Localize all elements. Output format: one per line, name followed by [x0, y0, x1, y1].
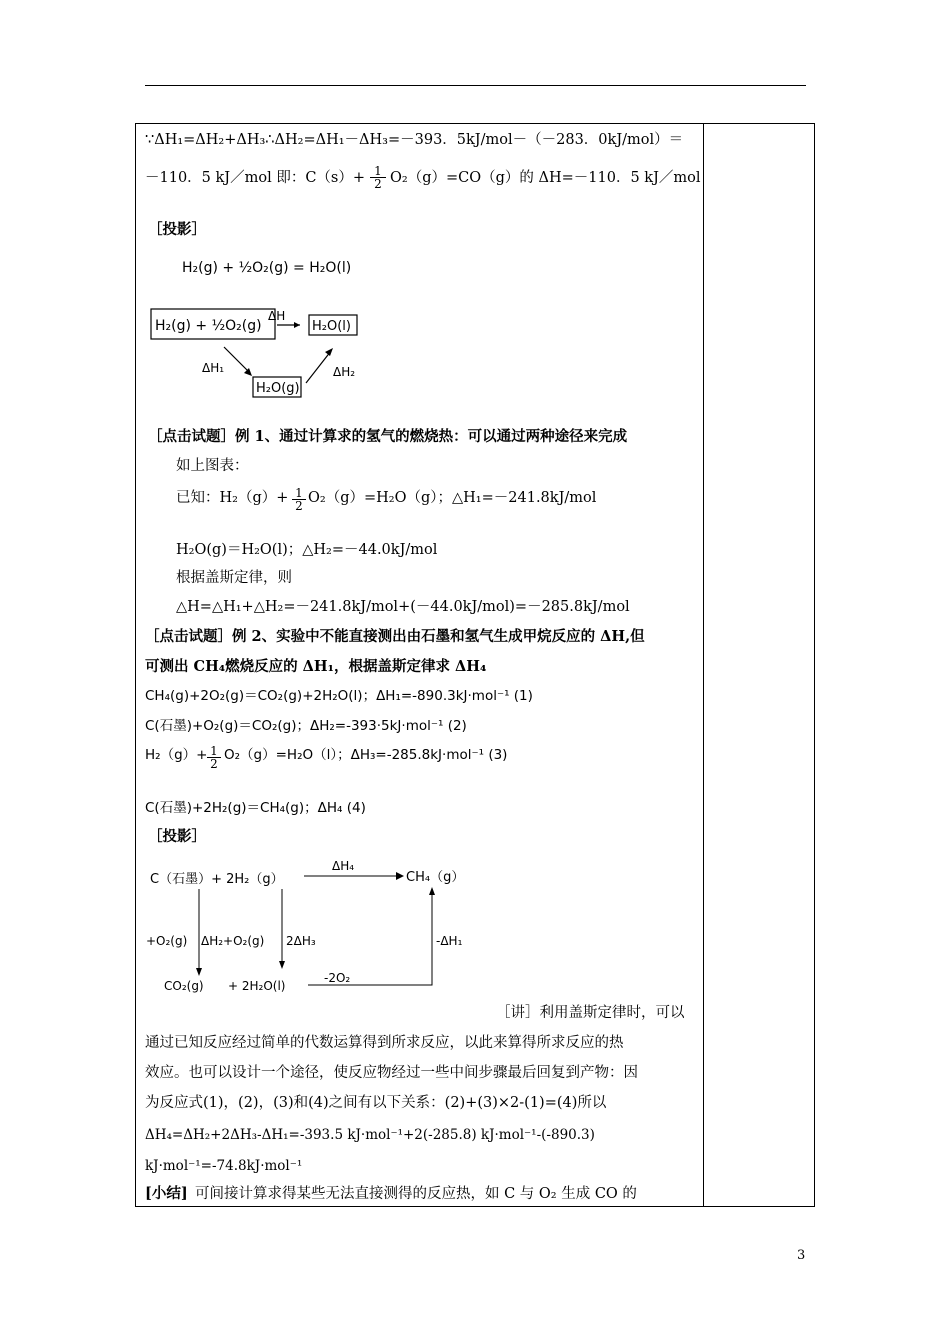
- lecture-line-1: ［讲］利用盖斯定律时，可以: [496, 1005, 685, 1021]
- example1-line-b2: O₂（g）=H₂O（g）；△H₁=－241.8kJ/mol: [308, 490, 597, 506]
- projection-label-1: ［投影］: [148, 221, 206, 238]
- diagram1-equation: H₂(g) + ½O₂(g) = H₂O(l): [182, 260, 352, 276]
- example1-heading: ［点击试题］例 1、通过计算求的氢气的燃烧热：可以通过两种途径来完成: [148, 428, 628, 445]
- diagram1-dh2-arrowhead: [325, 348, 333, 356]
- calc-line-2b: O₂（g）=CO（g）的 ΔH=－110．5 kJ／mol: [390, 170, 701, 186]
- diagram1-product-text: H₂O(l): [312, 319, 351, 334]
- diagram1-dh-label: ΔH: [268, 309, 286, 323]
- enthalpy-cycle-diagram-1: [140, 245, 380, 405]
- example1-line-e: △H=△H₁+△H₂=－241.8kJ/mol+(－44.0kJ/mol)=－285.8kJ/mol: [176, 599, 630, 615]
- lecture-line-6: kJ·mol⁻¹=-74.8kJ·mol⁻¹: [145, 1158, 303, 1174]
- diagram2-bottom-left: CO₂(g): [164, 979, 204, 993]
- calc-line-2a: －110．5 kJ／mol 即：C（s）+: [145, 170, 366, 186]
- table-column-divider: [703, 123, 704, 1207]
- example2-line-2: 可测出 CH₄燃烧反应的 ΔH₁，根据盖斯定律求 ΔH₄: [145, 658, 487, 675]
- example2-eq-1: CH₄(g)+2O₂(g)＝CO₂(g)+2H₂O(l)；ΔH₁=-890.3kJ·mol⁻¹ (1): [145, 688, 533, 704]
- diagram2-top-left: C（石墨）+ 2H₂（g）: [150, 872, 284, 887]
- diagram1-dh2-label: ΔH₂: [333, 365, 356, 379]
- calc-line-1: ∵ΔH₁=ΔH₂+ΔH₃∴ΔH₂=ΔH₁－ΔH₃=－393．5kJ/mol－（－283．0kJ/mol）＝: [145, 132, 684, 148]
- diagram1-reactants-text: H₂(g) + ½O₂(g): [155, 318, 262, 334]
- diagram1-dh1-label: ΔH₁: [202, 361, 225, 375]
- diagram2-mid-down-arrowhead: [279, 961, 285, 969]
- lecture-line-3: 效应。也可以设计一个途径，使反应物经过一些中间步骤最后回复到产物：因: [145, 1065, 638, 1081]
- fraction-half-3: $\frac{1}{2}$: [207, 745, 221, 770]
- summary-text: 可间接计算求得某些无法直接测得的反应热，如 C 与 O₂ 生成 CO 的: [195, 1186, 637, 1202]
- diagram2-dh3-side: 2ΔH₃: [286, 934, 316, 948]
- diagram2-return-arrowhead: [429, 887, 435, 895]
- diagram1-intermediate-text: H₂O(g): [256, 381, 300, 396]
- projection-label-2: ［投影］: [148, 828, 206, 845]
- diagram2-top-right: CH₄（g）: [406, 870, 465, 885]
- diagram2-neg-2o2: -2O₂: [324, 971, 351, 985]
- example2-line-1: ［点击试题］例 2、实验中不能直接测出由石墨和氢气生成甲烷反应的 ΔH,但: [145, 628, 645, 645]
- diagram2-bottom-mid: + 2H₂O(l): [228, 979, 286, 993]
- example1-line-c: H₂O(g)＝H₂O(l)；△H₂=－44.0kJ/mol: [176, 542, 438, 558]
- example1-line-a: 如上图表：: [176, 458, 249, 474]
- example2-eq-3b: O₂（g）=H₂O（l）；ΔH₃=-285.8kJ·mol⁻¹ (3): [224, 747, 508, 763]
- header-rule: [145, 85, 806, 86]
- diagram1-dh1-arrowhead: [244, 368, 252, 376]
- lecture-line-5: ΔH₄=ΔH₂+2ΔH₃-ΔH₁=-393.5 kJ·mol⁻¹+2(-285.8) kJ·mol⁻¹-(-890.3): [145, 1127, 595, 1143]
- example1-line-b1: 已知：H₂（g）+: [176, 490, 289, 506]
- diagram2-dh4-label: ΔH₄: [332, 859, 355, 873]
- example1-line-d: 根据盖斯定律，则: [176, 570, 292, 586]
- diagram2-neg-dh1: -ΔH₁: [436, 934, 463, 948]
- example2-eq-3a: H₂（g）+: [145, 747, 208, 763]
- example2-eq-4: C(石墨)+2H₂(g)＝CH₄(g)；ΔH₄ (4): [145, 800, 366, 816]
- diagram1-dh1-arrow: [224, 347, 250, 373]
- diagram2-o2-left: +O₂(g): [146, 934, 188, 948]
- page-number: 3: [797, 1248, 806, 1263]
- summary-label: [小结]: [145, 1185, 188, 1202]
- diagram1-dh2-arrow: [306, 351, 331, 383]
- diagram2-left-down-arrowhead: [196, 968, 202, 976]
- lecture-line-2: 通过已知反应经过简单的代数运算得到所求反应，以此来算得所求反应的热: [145, 1035, 624, 1051]
- fraction-half-1: $\frac{1}{2}$: [370, 165, 386, 190]
- lecture-line-4: 为反应式(1)，(2)，(3)和(4)之间有以下关系：(2)+(3)×2-(1)=(4)所以: [145, 1095, 607, 1111]
- diagram2-dh2-side: ΔH₂+O₂(g): [201, 934, 265, 948]
- example2-eq-2: C(石墨)+O₂(g)＝CO₂(g)；ΔH₂=-393·5kJ·mol⁻¹ (2): [145, 718, 467, 734]
- diagram1-forward-arrowhead: [294, 322, 300, 328]
- fraction-half-2: $\frac{1}{2}$: [292, 487, 306, 512]
- enthalpy-cycle-diagram-2: [140, 855, 480, 1000]
- diagram2-dh4-arrowhead: [396, 872, 404, 880]
